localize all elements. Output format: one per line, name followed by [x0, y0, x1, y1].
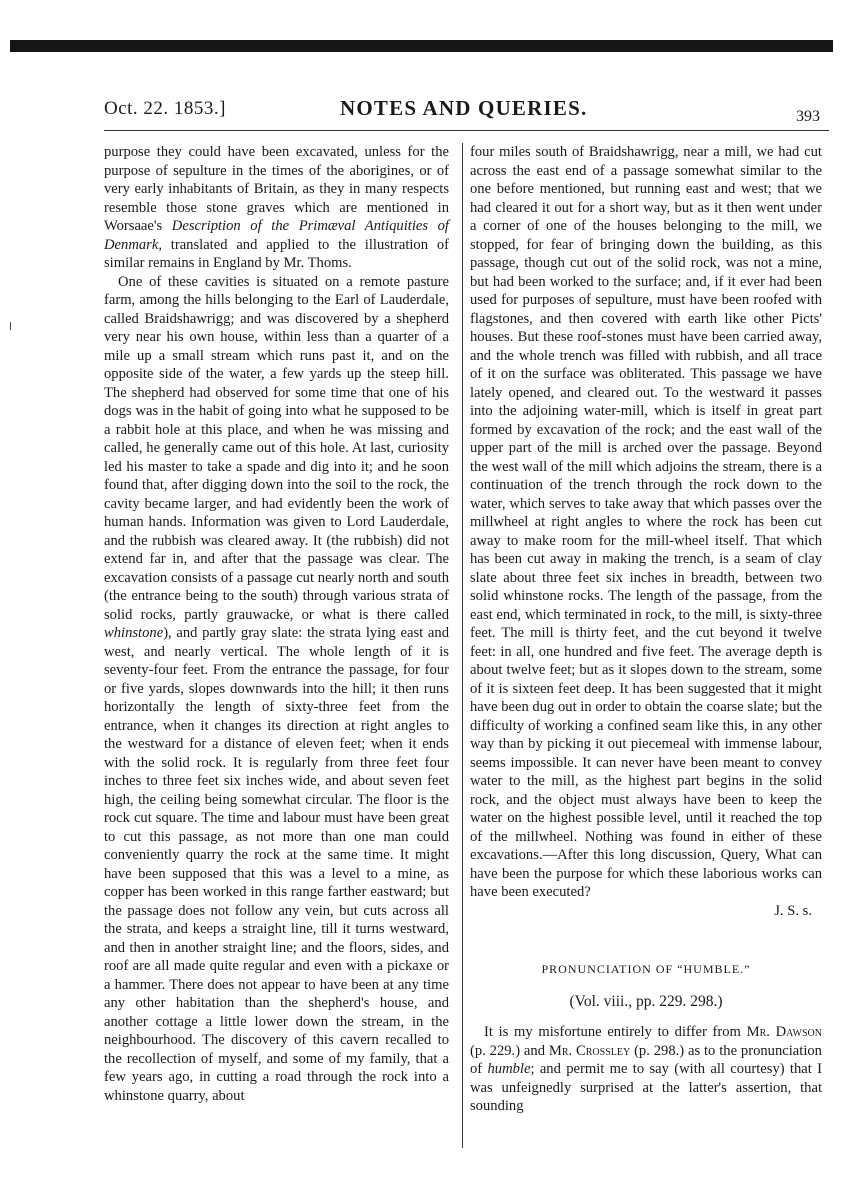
author-name-crossley: Mr. Crossley — [548, 1042, 631, 1059]
left-column — [104, 143, 449, 1105]
journal-title: NOTES AND QUERIES. — [340, 96, 588, 120]
header-rule — [104, 130, 829, 131]
margin-mark — [10, 322, 11, 330]
left-paragraph-1: purpose they could have been excavated, unless for the purpose of sepulture in the times of the aborigines, or of very early inhabitants of Britain, as they in many respects resemble those stone graves which are mentioned in Worsaae's Description of the Primæval Antiquities of Denmark, translated and applied to the illustration of similar remains in England by Mr. Thoms. — [104, 144, 449, 271]
word-humble: humble — [487, 1061, 531, 1077]
right-paragraph-2: It is my misfortune entirely to differ from Mr. Dawson (p. 229.) and Mr. Crossley (p. 298.) as to the pronunciation of humble; and permit me to say (with all courtesy) that I was unfeignedly surprised at the latter's assertion, that sounding — [470, 1024, 822, 1114]
left-paragraph-2: One of these cavities is situated on a remote pasture farm, among the hills belonging to the Earl of Lauderdale, called Braidshawrigg; and was discovered by a shepherd very near his own house, within less than a quarter of a mile up a small stream which runs past it, and on the opposite side of the water, a few yards up the steep hill. The shepherd had observed for some time that one of his dogs was in the habit of going into what he supposed to be a rabbit hole at this place, and when he was missing and called, he generally came out of this hole. At last, curiosity led his master to take a spade and dig into it; and he soon found that, after digging down into the soil to the rock, the cavity became larger, and had evidently been the work of human hands. Information was given to Lord Lauderdale, and the rubbish was cleared away. It (the rubbish) did not extend far in, and after that the passage was clear. The excavation consists of a passage cut nearly north and south (the entrance being to the south) through various strata of solid rocks, partly grauwacke, or what is there called whinstone), and partly gray slate: the strata lying east and west, and nearly vertical. The whole length of it is seventy-four feet. From the entrance the passage, for four or five yards, slopes downwards into the hill; it then runs horizontally the length of sixty-three feet from the entrance, when it changes its direction at right angles to the westward for a distance of eleven feet; when it ends with the solid rock. It is regularly from three feet four inches to three feet six inches wide, and about seven feet high, the ceiling being somewhat circular. The floor is the rock cut square. The time and labour must have been great to cut this passage, as not more than one man could conveniently quarry the rock at the same time. It might have been supposed that this was a level to a mine, as copper has been worked in this range farther eastward; but the passage does not follow any vein, but cuts across all the strata, and keeps a straight line, till it turns westward, and then in another straight line; and the floors, sides, and roof are all made quite regular and even with a pickaxe or a hammer. There does not appear to have been at any time any other habitation than the shepherd's house, and another cottage a little lower down the stream, in the neighbourhood. The discovery of this cavern recalled to the recollection of myself, and some of my family, that a few years ago, in cutting a road through the rock into a whinstone quarry, about — [104, 273, 449, 1104]
right-column — [470, 143, 822, 1116]
volume-reference: (Vol. viii., pp. 229. 298.) — [569, 992, 723, 1010]
book-title: Description of the Primæval Antiquities of Denmark — [104, 218, 449, 253]
whinstone-term: whinstone — [104, 625, 164, 641]
column-divider — [462, 143, 463, 1148]
header-date: Oct. 22. 1853.] — [104, 98, 227, 119]
section-heading: PRONUNCIATION OF “HUMBLE.” — [541, 962, 751, 976]
top-border-bar — [10, 40, 833, 52]
page-number: 393 — [796, 108, 820, 125]
signature: J. S. s. — [774, 902, 812, 919]
right-paragraph-1: four miles south of Braidshawrigg, near a mill, we had cut across the east end of a passage somewhat similar to the one before mentioned, but running east and west; that we had cleared it out for a short way, but as it then went under a corner of one of the houses belonging to the mill, we stopped, for fear of bringing down the building, as this passage, though cut out of the solid rock, was not a mine, but had been worked to the surface; and, if it ever had been used for purposes of sepulture, must have been roofed with flagstones, and then covered with earth like other Picts' houses. But these roof-stones must have been carried away, and the whole trench was filled with rubbish, and all trace of it on the surface was obliterated. This passage we have lately opened, and cleared out. To the westward it passes into the adjoining water-mill, which is itself in great part formed by excavation of the rock; and the east wall of the upper part of the mill is arched over the passage. Beyond the west wall of the mill which adjoins the stream, there is a continuation of the trench through the rock down to the water, which serves to take away that which passes over the millwheel at right angles to where the rock has been cut away to make room for the mill-wheel itself. That which has been cut away in making the trench, is a seam of clay slate about three feet six inches in breadth, between two solid whinstone rocks. The length of the passage, from the east end, which terminated in rock, to the mill, is sixty-three feet. The mill is thirty feet, and the cut beyond it twelve feet: in all, one hundred and five feet. The average depth is about twelve feet; but as it slopes down to the stream, some of it is sixteen feet deep. It has been suggested that it might have been dug out in order to obtain the coarse slate; but the difficulty of working a confined seam like this, in any other way than by picking it out piecemeal with immense labour, seems impossible. It can never have been meant to convey water to the mill, as the highest part begins in the solid rock, and the object must always have been to keep the water on the highest possible level, until it reached the top of the millwheel. Nothing was found in either of these excavations.—After this long discussion, Query, What can have been the purpose for which these laborious works can have been executed? — [470, 144, 822, 900]
author-name-dawson: Mr. Dawson — [746, 1024, 822, 1040]
